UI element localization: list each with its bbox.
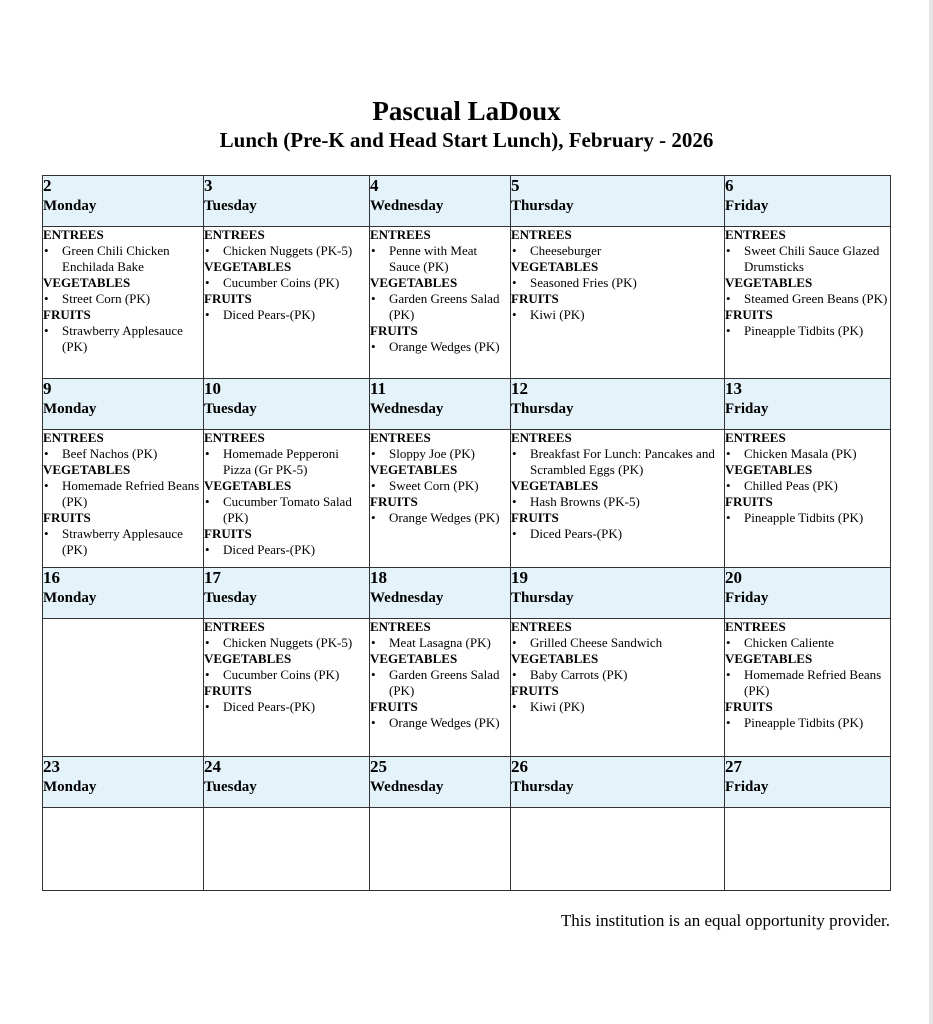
menu-item: • Diced Pears-(PK) — [204, 542, 369, 558]
day-header — [43, 379, 204, 430]
menu-category-label: ENTREES — [725, 619, 786, 634]
menu-item: • Diced Pears-(PK) — [204, 699, 369, 715]
footer-note: This institution is an equal opportunity provider. — [560, 911, 890, 930]
menu-item: • Orange Wedges (PK) — [370, 715, 510, 731]
week-header-row — [43, 568, 891, 619]
menu-category-label: ENTREES — [511, 227, 572, 242]
day-name: Thursday — [511, 590, 574, 606]
day-name: Monday — [43, 401, 97, 417]
day-header — [370, 757, 511, 808]
day-header — [511, 568, 725, 619]
day-header — [725, 379, 891, 430]
menu-category-label: FRUITS — [43, 510, 91, 525]
day-header — [43, 568, 204, 619]
day-name: Tuesday — [204, 401, 257, 417]
menu-category-label: FRUITS — [204, 526, 252, 541]
day-header — [370, 379, 511, 430]
menu-item: • Homemade Pepperoni Pizza (Gr PK-5) — [204, 446, 369, 478]
day-header — [725, 568, 891, 619]
scrollbar[interactable] — [929, 0, 933, 1024]
day-number: 11 — [370, 379, 387, 398]
day-number: 5 — [511, 176, 520, 195]
week-header-row — [43, 379, 891, 430]
day-menu-cell — [370, 619, 511, 757]
menu-category-label: VEGETABLES — [370, 275, 458, 290]
week-header-row — [43, 757, 891, 808]
day-name: Thursday — [511, 401, 574, 417]
menu-item: • Orange Wedges (PK) — [370, 339, 510, 355]
day-name: Monday — [43, 779, 97, 795]
day-number: 3 — [204, 176, 213, 195]
menu-item: • Kiwi (PK) — [511, 699, 724, 715]
menu-item: • Penne with Meat Sauce (PK) — [370, 243, 510, 275]
menu-category-label: VEGETABLES — [43, 462, 131, 477]
menu-category-label: FRUITS — [43, 307, 91, 322]
menu-item: • Cheeseburger — [511, 243, 724, 259]
day-name: Friday — [725, 590, 769, 606]
day-name: Friday — [725, 198, 769, 214]
day-menu-cell — [511, 227, 725, 379]
day-header — [725, 757, 891, 808]
day-name: Wednesday — [370, 401, 444, 417]
menu-item: • Seasoned Fries (PK) — [511, 275, 724, 291]
day-number: 2 — [43, 176, 52, 195]
day-number: 6 — [725, 176, 734, 195]
day-menu-cell — [43, 430, 204, 568]
menu-category-label: FRUITS — [204, 683, 252, 698]
day-number: 17 — [204, 568, 221, 587]
day-name: Tuesday — [204, 590, 257, 606]
day-name: Wednesday — [370, 590, 444, 606]
day-number: 27 — [725, 757, 742, 776]
day-number: 10 — [204, 379, 221, 398]
day-menu-cell — [725, 227, 891, 379]
day-number: 24 — [204, 757, 221, 776]
menu-item: • Grilled Cheese Sandwich — [511, 635, 724, 651]
menu-category-label: VEGETABLES — [725, 275, 813, 290]
day-header — [43, 176, 204, 227]
menu-category-label: ENTREES — [725, 430, 786, 445]
menu-item: • Strawberry Applesauce (PK) — [43, 526, 203, 558]
menu-calendar — [42, 175, 891, 891]
menu-item: • Diced Pears-(PK) — [204, 307, 369, 323]
menu-category-label: VEGETABLES — [43, 275, 131, 290]
day-number: 25 — [370, 757, 387, 776]
day-number: 20 — [725, 568, 742, 587]
week-menu-row — [43, 619, 891, 757]
day-menu-cell — [370, 227, 511, 379]
menu-category-label: ENTREES — [725, 227, 786, 242]
menu-item: • Street Corn (PK) — [43, 291, 203, 307]
day-menu-cell — [725, 430, 891, 568]
menu-category-label: FRUITS — [370, 494, 418, 509]
day-header — [370, 568, 511, 619]
day-header — [204, 176, 370, 227]
menu-category-label: ENTREES — [370, 430, 431, 445]
menu-category-label: VEGETABLES — [511, 478, 599, 493]
day-number: 4 — [370, 176, 379, 195]
week-menu-row — [43, 808, 891, 891]
menu-item: • Diced Pears-(PK) — [511, 526, 724, 542]
day-header — [725, 176, 891, 227]
day-menu-cell — [511, 808, 725, 891]
day-name: Tuesday — [204, 198, 257, 214]
menu-category-label: FRUITS — [370, 699, 418, 714]
menu-item: • Chicken Nuggets (PK-5) — [204, 243, 369, 259]
day-header — [204, 379, 370, 430]
menu-category-label: ENTREES — [370, 619, 431, 634]
day-header — [43, 757, 204, 808]
day-name: Thursday — [511, 198, 574, 214]
menu-item: • Sloppy Joe (PK) — [370, 446, 510, 462]
menu-category-label: FRUITS — [511, 291, 559, 306]
menu-category-label: FRUITS — [725, 699, 773, 714]
day-number: 18 — [370, 568, 387, 587]
day-name: Monday — [43, 198, 97, 214]
menu-item: • Steamed Green Beans (PK) — [725, 291, 890, 307]
menu-item: • Cucumber Tomato Salad (PK) — [204, 494, 369, 526]
menu-item: • Cucumber Coins (PK) — [204, 275, 369, 291]
day-menu-cell — [370, 430, 511, 568]
menu-category-label: FRUITS — [725, 307, 773, 322]
menu-item: • Breakfast For Lunch: Pancakes and Scrambled Eggs (PK) — [511, 446, 724, 478]
menu-category-label: VEGETABLES — [725, 651, 813, 666]
menu-item: • Homemade Refried Beans (PK) — [725, 667, 890, 699]
menu-category-label: FRUITS — [725, 494, 773, 509]
menu-item: • Homemade Refried Beans (PK) — [43, 478, 203, 510]
day-header — [370, 176, 511, 227]
menu-item: • Orange Wedges (PK) — [370, 510, 510, 526]
day-menu-cell — [725, 808, 891, 891]
day-header — [511, 757, 725, 808]
day-header — [511, 379, 725, 430]
menu-item: • Garden Greens Salad (PK) — [370, 291, 510, 323]
day-name: Wednesday — [370, 198, 444, 214]
day-menu-cell — [204, 808, 370, 891]
menu-item: • Hash Browns (PK-5) — [511, 494, 724, 510]
week-header-row — [43, 176, 891, 227]
menu-subtitle: Lunch (Pre-K and Head Start Lunch), February - 2026 — [219, 128, 714, 152]
day-number: 26 — [511, 757, 528, 776]
menu-category-label: FRUITS — [370, 323, 418, 338]
day-menu-cell — [43, 808, 204, 891]
menu-category-label: ENTREES — [511, 430, 572, 445]
menu-category-label: VEGETABLES — [204, 478, 292, 493]
menu-item: • Baby Carrots (PK) — [511, 667, 724, 683]
day-number: 23 — [43, 757, 60, 776]
day-name: Wednesday — [370, 779, 444, 795]
day-menu-cell — [43, 619, 204, 757]
day-menu-cell — [43, 227, 204, 379]
menu-item: • Chicken Masala (PK) — [725, 446, 890, 462]
menu-category-label: VEGETABLES — [370, 651, 458, 666]
school-title: Pascual LaDoux — [372, 96, 561, 126]
menu-item: • Sweet Chili Sauce Glazed Drumsticks — [725, 243, 890, 275]
menu-item: • Pineapple Tidbits (PK) — [725, 323, 890, 339]
day-name: Friday — [725, 401, 769, 417]
day-menu-cell — [204, 227, 370, 379]
menu-item: • Green Chili Chicken Enchilada Bake — [43, 243, 203, 275]
menu-category-label: VEGETABLES — [725, 462, 813, 477]
menu-item: • Meat Lasagna (PK) — [370, 635, 510, 651]
menu-item: • Kiwi (PK) — [511, 307, 724, 323]
menu-item: • Sweet Corn (PK) — [370, 478, 510, 494]
menu-category-label: VEGETABLES — [511, 651, 599, 666]
menu-item: • Chilled Peas (PK) — [725, 478, 890, 494]
day-number: 9 — [43, 379, 52, 398]
menu-category-label: ENTREES — [370, 227, 431, 242]
day-menu-cell — [511, 430, 725, 568]
menu-category-label: VEGETABLES — [204, 259, 292, 274]
day-header — [511, 176, 725, 227]
day-name: Friday — [725, 779, 769, 795]
menu-item: • Pineapple Tidbits (PK) — [725, 510, 890, 526]
day-menu-cell — [204, 619, 370, 757]
day-number: 19 — [511, 568, 528, 587]
menu-category-label: VEGETABLES — [370, 462, 458, 477]
day-header — [204, 757, 370, 808]
day-name: Thursday — [511, 779, 574, 795]
menu-item: • Beef Nachos (PK) — [43, 446, 203, 462]
menu-category-label: VEGETABLES — [511, 259, 599, 274]
menu-item: • Chicken Caliente — [725, 635, 890, 651]
menu-category-label: ENTREES — [43, 430, 104, 445]
menu-item: • Strawberry Applesauce (PK) — [43, 323, 203, 355]
day-name: Monday — [43, 590, 97, 606]
day-header — [204, 568, 370, 619]
menu-item: • Chicken Nuggets (PK-5) — [204, 635, 369, 651]
menu-category-label: ENTREES — [511, 619, 572, 634]
day-number: 12 — [511, 379, 528, 398]
menu-category-label: VEGETABLES — [204, 651, 292, 666]
menu-item: • Pineapple Tidbits (PK) — [725, 715, 890, 731]
menu-item: • Garden Greens Salad (PK) — [370, 667, 510, 699]
menu-category-label: ENTREES — [204, 430, 265, 445]
day-name: Tuesday — [204, 779, 257, 795]
menu-category-label: ENTREES — [204, 227, 265, 242]
day-menu-cell — [725, 619, 891, 757]
menu-category-label: ENTREES — [204, 619, 265, 634]
menu-category-label: ENTREES — [43, 227, 104, 242]
day-menu-cell — [511, 619, 725, 757]
menu-category-label: FRUITS — [511, 510, 559, 525]
day-number: 13 — [725, 379, 742, 398]
day-menu-cell — [204, 430, 370, 568]
day-number: 16 — [43, 568, 60, 587]
day-menu-cell — [370, 808, 511, 891]
week-menu-row — [43, 227, 891, 379]
menu-category-label: FRUITS — [204, 291, 252, 306]
menu-category-label: FRUITS — [511, 683, 559, 698]
menu-item: • Cucumber Coins (PK) — [204, 667, 369, 683]
week-menu-row — [43, 430, 891, 568]
